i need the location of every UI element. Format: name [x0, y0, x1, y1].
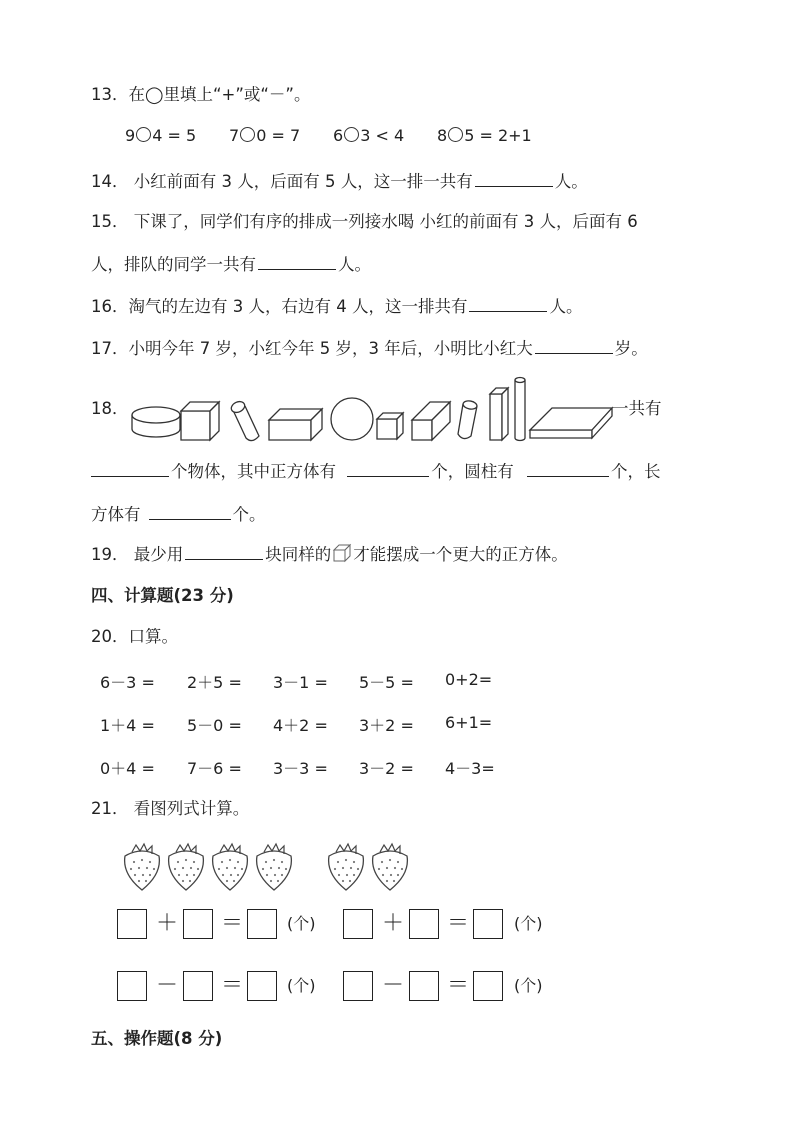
cylinder-shape [458, 400, 478, 439]
strawberry-icon [169, 844, 204, 890]
q16: 16．淘气的左边有 3 人，右边有 4 人，这一排共有 人。 [91, 297, 583, 316]
answer-box[interactable] [409, 909, 439, 939]
q20-title: 20．口算。 [91, 627, 178, 646]
solid-shapes-figure [128, 372, 614, 444]
answer-blank[interactable] [347, 460, 429, 477]
answer-box[interactable] [473, 971, 503, 1001]
answer-blank[interactable] [475, 170, 553, 187]
cylinder-shape [230, 400, 259, 441]
strawberries-figure [118, 840, 418, 892]
answer-box[interactable] [409, 971, 439, 1001]
calc-item: 4＋2 = [273, 716, 328, 735]
plus-sign: ＋ [382, 911, 405, 936]
answer-blank[interactable] [149, 503, 231, 520]
q18-total-label: 一共有 [612, 399, 662, 418]
sphere-shape [331, 398, 373, 440]
cube-shape [377, 413, 403, 439]
answer-blank[interactable] [469, 295, 547, 312]
calc-item: 0+2= [445, 670, 493, 689]
answer-circle[interactable] [448, 127, 463, 142]
answer-box[interactable] [183, 909, 213, 939]
minus-sign: － [156, 973, 179, 998]
q15-line2: 人，排队的同学一共有 人。 [91, 255, 371, 274]
cylinder-shape [515, 378, 525, 441]
strawberry-icon [373, 844, 408, 890]
calc-item: 5－5 = [359, 673, 414, 692]
small-cube-icon [332, 543, 352, 563]
q18-line2: 个物体，其中正方体有 个，圆柱有 个，长 [91, 460, 661, 483]
plus-sign: ＋ [156, 911, 179, 936]
unit-label: (个) [514, 976, 543, 995]
q13-item-4: 8 5 = 2+1 [437, 126, 532, 145]
strawberry-icon [125, 844, 160, 890]
calc-item: 6+1= [445, 713, 493, 732]
strawberry-icon [213, 844, 248, 890]
answer-box[interactable] [247, 971, 277, 1001]
cube-shape [181, 402, 219, 440]
answer-circle[interactable] [344, 127, 359, 142]
equals-sign: ＝ [447, 911, 470, 936]
calc-item: 3－3 = [273, 759, 328, 778]
answer-box[interactable] [343, 971, 373, 1001]
calc-item: 7－6 = [187, 759, 242, 778]
calc-item: 5－0 = [187, 716, 242, 735]
calc-item: 3－2 = [359, 759, 414, 778]
answer-box[interactable] [247, 909, 277, 939]
answer-blank[interactable] [185, 543, 263, 560]
calc-item: 1＋4 = [100, 716, 155, 735]
unit-label: (个) [287, 914, 316, 933]
section-5-title: 五、操作题(8 分) [91, 1029, 223, 1048]
cuboid-shape [530, 408, 612, 438]
q19: 19． 最少用 块同样的 才能摆成一个更大的正方体。 [91, 545, 568, 564]
q21-title: 21． 看图列式计算。 [91, 799, 250, 818]
q13-item-3: 6 3 < 4 [333, 126, 405, 145]
q17: 17．小明今年 7 岁，小红今年 5 岁，3 年后，小明比小红大 岁。 [91, 339, 648, 358]
answer-box[interactable] [343, 909, 373, 939]
cylinder-shape [132, 407, 180, 437]
q14: 14． 小红前面有 3 人，后面有 5 人，这一排一共有 人。 [91, 172, 588, 191]
calc-item: 6－3 = [100, 673, 155, 692]
answer-box[interactable] [183, 971, 213, 1001]
cuboid-shape [269, 409, 322, 440]
answer-box[interactable] [117, 971, 147, 1001]
answer-blank[interactable] [535, 337, 613, 354]
answer-blank[interactable] [258, 253, 336, 270]
q13-title: 13．在◯里填上“+”或“－”。 [91, 85, 311, 104]
calc-item: 2＋5 = [187, 673, 242, 692]
calc-item: 4－3= [445, 759, 495, 778]
equals-sign: ＝ [221, 911, 244, 936]
calc-item: 3－1 = [273, 673, 328, 692]
answer-blank[interactable] [527, 460, 609, 477]
q15-line1: 15． 下课了，同学们有序的排成一列接水喝 小红的前面有 3 人，后面有 6 [91, 212, 638, 231]
unit-label: (个) [514, 914, 543, 933]
answer-blank[interactable] [91, 460, 169, 477]
strawberry-icon [257, 844, 292, 890]
calc-item: 0＋4 = [100, 759, 155, 778]
q13-item-2: 7 0 = 7 [229, 126, 301, 145]
answer-circle[interactable] [136, 127, 151, 142]
answer-circle[interactable] [240, 127, 255, 142]
q18-number: 18． [91, 399, 129, 418]
unit-label: (个) [287, 976, 316, 995]
q18-line3: 方体有 个。 [91, 505, 266, 524]
answer-box[interactable] [473, 909, 503, 939]
q13-item-1: 9 4 = 5 [125, 126, 197, 145]
cuboid-shape [490, 388, 508, 440]
strawberry-icon [329, 844, 364, 890]
minus-sign: － [382, 973, 405, 998]
calc-item: 3＋2 = [359, 716, 414, 735]
equals-sign: ＝ [221, 973, 244, 998]
equals-sign: ＝ [447, 973, 470, 998]
section-4-title: 四、计算题(23 分) [91, 586, 234, 605]
cuboid-shape [412, 402, 450, 440]
answer-box[interactable] [117, 909, 147, 939]
